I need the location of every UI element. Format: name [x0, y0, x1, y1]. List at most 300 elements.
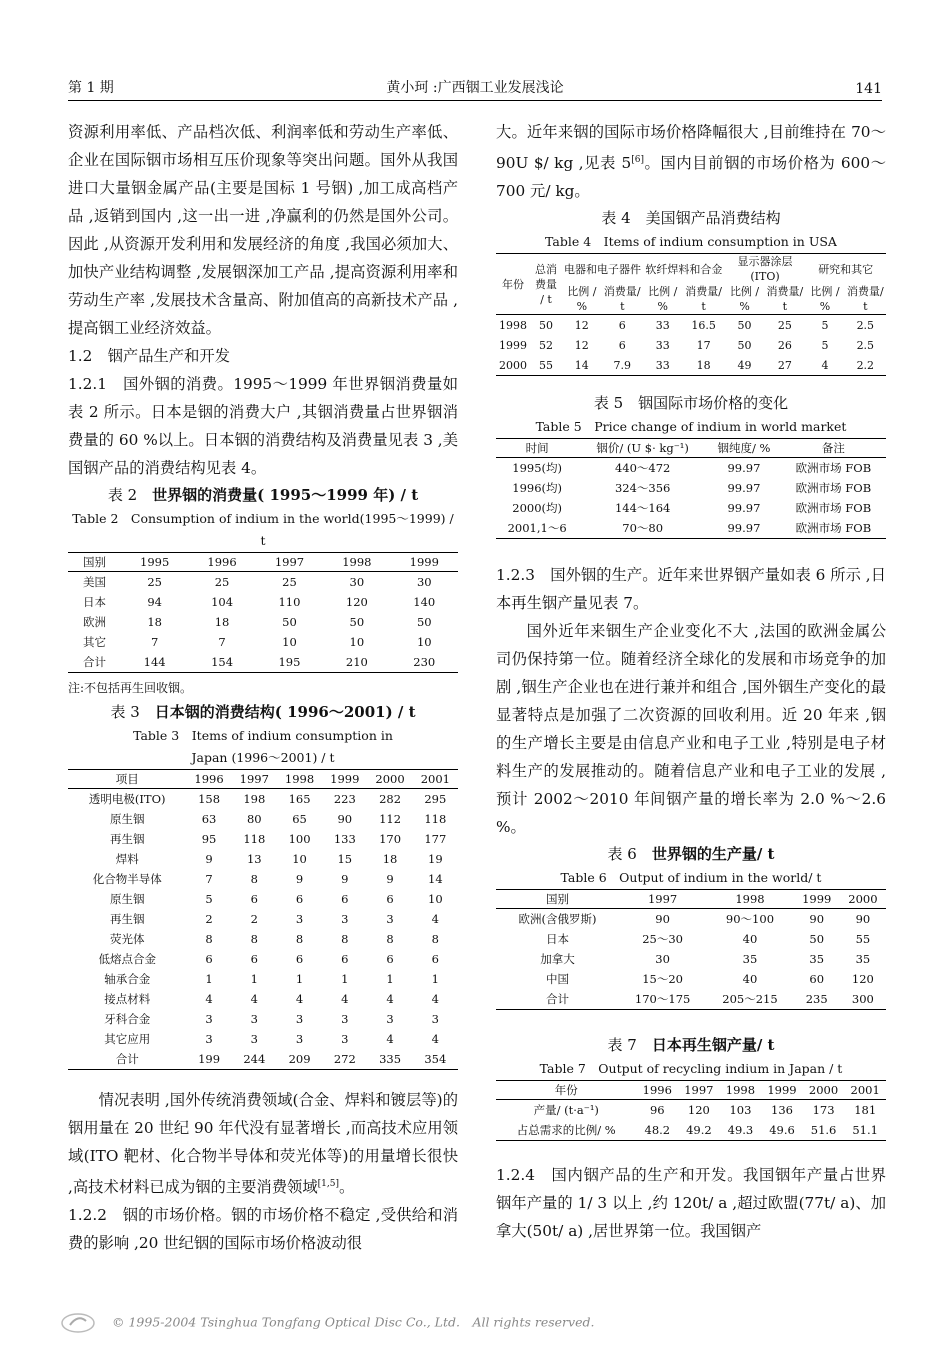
- sub-header: 比例 / %: [562, 284, 602, 315]
- table-caption: 表 4 美国铟产品消费结构: [601, 209, 781, 228]
- paragraph: 资源利用率低、产品档次低、利润率低和劳动生产率低、企业在国际铟市场相互压价现象等突出问题。国外从我国进口大量铟金属产品(主要是国标 1 号铟) ,加工成高档产品 ,返销到国内 ,这一出一进 ,净赢利的仍然是国外公司。因此 ,从资源开发利用和发展经济的角度 ,我国必须加大、加快产业结构调整 ,发展铟深加工产品 ,提高资源利用率和劳动生产率 ,发展技术含量高、附加值高的高新技术产品 ,提高铟工业经济效益。: [68, 123, 458, 337]
- table-cell: 6: [250, 892, 258, 906]
- table-cell: 10: [282, 635, 297, 649]
- table-row: [496, 518, 886, 539]
- table-caption-en: Table 3 Items of indium consumption in: [133, 728, 393, 743]
- table-cell: 6: [295, 952, 304, 966]
- table-cell: 55: [855, 932, 871, 947]
- group-header: 软纤焊料和合金: [645, 262, 723, 276]
- table-cell: 3: [431, 1012, 439, 1026]
- table-cell: 欧洲市场 FOB: [795, 481, 872, 496]
- table-cell: 50: [416, 615, 432, 629]
- table-cell: 244: [243, 1052, 266, 1066]
- table-cell: 110: [278, 595, 301, 609]
- table-cell: 30: [349, 575, 365, 589]
- sub-header: 消费量/ t: [845, 284, 886, 315]
- table-cell: 3: [250, 1012, 258, 1026]
- table-cell: 354: [424, 1052, 447, 1066]
- table-cell: 1: [431, 972, 439, 986]
- table-cell: 4: [386, 1032, 394, 1046]
- table-cell: 133: [333, 832, 356, 846]
- table-cell: 欧洲(含俄罗斯): [518, 912, 597, 927]
- col-header: 2000: [803, 1081, 845, 1100]
- table-row: [496, 478, 886, 498]
- table-cell: 再生铟: [109, 832, 145, 846]
- table-cell: 295: [424, 792, 447, 806]
- header-row: [68, 553, 458, 572]
- col-header: 1996: [637, 1081, 679, 1100]
- table-cell: 1998: [499, 318, 527, 332]
- table-caption-en: Japan (1996～2001) / t: [191, 750, 335, 765]
- table-cell: 52: [539, 338, 553, 352]
- col-header: 铟纯度/ %: [707, 439, 781, 458]
- table-cell: 10: [292, 852, 307, 866]
- table-cell: 205～215: [722, 992, 778, 1007]
- table-cell: 49.2: [686, 1123, 712, 1138]
- table-cell: 6: [386, 892, 394, 906]
- table-row: [68, 632, 458, 652]
- table-cell: 40: [742, 972, 758, 987]
- header-row: [496, 890, 886, 909]
- table-cell: 1: [341, 972, 349, 986]
- sub-header: 比例 / %: [725, 284, 765, 315]
- table-cell: 230: [413, 655, 436, 669]
- col-header: 1999: [391, 553, 458, 572]
- table-cell: 6: [341, 892, 349, 906]
- table-cell: 17: [696, 338, 711, 352]
- group-header: 电器和电子器件: [563, 262, 641, 276]
- col-header: 2000: [367, 770, 412, 789]
- right-column: [496, 118, 886, 1245]
- table-cell: 合计: [82, 655, 106, 669]
- table-row: [68, 652, 458, 673]
- table-cell: 90: [855, 912, 871, 927]
- paragraph: 大。近年来铟的国际市场价格降幅很大 ,目前维持在 70～90U $/ kg ,见表 5[6]。国内目前铟的市场价格为 600～700 元/ kg。: [496, 123, 886, 201]
- table-cell: 282: [379, 792, 402, 806]
- table-cell: 8: [250, 932, 258, 946]
- table-cell: 51.1: [852, 1123, 878, 1138]
- table-cell: 2.2: [856, 358, 875, 372]
- sub-header: 消费量/ t: [602, 284, 643, 315]
- paragraph: 国外近年来铟生产企业变化不大 ,法国的欧洲金属公司仍保持第一位。随着经济全球化的发展和市场竞争的加剧 ,铟生产企业也在进行兼并和组合 ,国外铟生产变化的最显著特点是加强了二次资源的回收利用。近 20 年来 ,铟的生产增长主要是由信息产业和电子工业 ,特别是电子材料生产的发展推动的。随着信息产业和电子工业的发展 ,预计 2002～2010 年间铟产量的增长率为 2.0 %～2.6 %。: [496, 622, 886, 837]
- table-cell: 日本: [545, 932, 569, 947]
- table-cell: 6: [618, 338, 626, 352]
- table-cell: 80: [246, 812, 262, 826]
- table-cell: 1: [386, 972, 394, 986]
- table-caption: 表 7 日本再生铟产量/ t: [607, 1036, 775, 1055]
- table-row: [496, 989, 886, 1010]
- table-cell: 65: [292, 812, 307, 826]
- table-row: [496, 498, 886, 518]
- table-cell: 136: [771, 1103, 793, 1118]
- page-number: 141: [855, 81, 882, 97]
- table-row: [68, 909, 458, 929]
- table-cell: 2: [250, 912, 258, 926]
- table-caption: 表 5 铟国际市场价格的变化: [593, 394, 789, 413]
- table-row: [68, 809, 458, 829]
- header-row: [496, 439, 886, 458]
- table-cell: 99.97: [727, 481, 761, 496]
- table-cell: 欧洲: [82, 615, 106, 629]
- table-cell: 6: [250, 952, 258, 966]
- table-cell: 100: [288, 832, 311, 846]
- header-row: [68, 770, 458, 789]
- col-header: 备注: [781, 439, 886, 458]
- table-cell: 50: [737, 318, 752, 332]
- table-cell: 158: [198, 792, 221, 806]
- table-cell: 接点材料: [104, 992, 151, 1006]
- table-cell: 144: [143, 655, 166, 669]
- table-row: [68, 969, 458, 989]
- table-cell: 170～175: [634, 992, 691, 1007]
- table-cell: 90: [337, 812, 353, 826]
- table-cell: 7: [218, 635, 226, 649]
- table-cell: 1995(均): [512, 461, 562, 476]
- table-cell: 2: [205, 912, 213, 926]
- table-cell: 3: [295, 912, 304, 926]
- col-header: 1996: [186, 770, 231, 789]
- table-row: [496, 458, 886, 479]
- col-header: 国别: [68, 553, 121, 572]
- table-cell: 加拿大: [540, 952, 575, 967]
- table-caption-en: Table 5 Price change of indium in world market: [535, 419, 847, 435]
- table-cell: 440～472: [614, 461, 671, 476]
- table-row: [496, 949, 886, 969]
- table-cell: 4: [821, 358, 829, 372]
- table-cell: 177: [424, 832, 447, 846]
- table-row: [496, 1100, 886, 1121]
- table-row: [496, 1120, 886, 1141]
- col-header: 1997: [232, 770, 277, 789]
- table-cell: 19: [428, 852, 443, 866]
- table-cell: 12: [574, 338, 589, 352]
- table-row: [496, 909, 886, 930]
- table-cell: 25: [777, 318, 792, 332]
- table-cell: 8: [341, 932, 349, 946]
- col-header: 2000: [840, 890, 886, 909]
- table-5: [496, 438, 886, 539]
- table-cell: 33: [655, 358, 670, 372]
- table-row: [68, 889, 458, 909]
- col-header: 年份: [496, 1081, 637, 1100]
- running-header: [68, 78, 882, 101]
- table-cell: 欧洲市场 FOB: [795, 501, 872, 516]
- table-cell: 2001,1～6: [507, 521, 567, 536]
- table-cell: 再生铟: [109, 912, 145, 926]
- table-cell: 70～80: [622, 521, 664, 536]
- running-title: 黄小珂 :广西铟工业发展浅论: [386, 80, 564, 96]
- table-cell: 165: [288, 792, 311, 806]
- table-cell: 6: [431, 952, 439, 966]
- section-heading: 1.2 铟产品生产和开发: [68, 347, 230, 365]
- table-cell: 144～164: [614, 501, 671, 516]
- table-cell: 美国: [82, 575, 106, 589]
- table-cell: 7: [205, 872, 213, 886]
- header-row: [496, 1081, 886, 1100]
- table-cell: 154: [211, 655, 234, 669]
- sub-header: 消费量/ t: [683, 284, 725, 315]
- table-cell: 55: [539, 358, 553, 372]
- col-header: 1999: [322, 770, 367, 789]
- table-6: [496, 889, 886, 1010]
- table-cell: 4: [431, 1032, 439, 1046]
- table-cell: 4: [250, 992, 258, 1006]
- table-cell: 14: [574, 358, 589, 372]
- col-header: 1998: [323, 553, 390, 572]
- table-cell: 6: [386, 952, 394, 966]
- table-cell: 9: [205, 852, 213, 866]
- table-cell: 181: [854, 1103, 877, 1118]
- issue-label: 第 1 期: [68, 80, 114, 96]
- table-cell: 5: [205, 892, 213, 906]
- table-cell: 90: [809, 912, 825, 927]
- table-caption-en: Table 6 Output of indium in the world/ t: [560, 870, 822, 886]
- col-header: 1997: [619, 890, 706, 909]
- table-cell: 中国: [545, 972, 569, 987]
- col-header: 项目: [68, 770, 186, 789]
- table-cell: 90: [655, 912, 670, 927]
- table-cell: 35: [809, 952, 825, 967]
- table-cell: 牙科合金: [104, 1012, 151, 1026]
- table-cell: 210: [345, 655, 368, 669]
- table-cell: 199: [198, 1052, 221, 1066]
- table-cell: 合计: [545, 992, 569, 1007]
- table-note: 注:不包括再生回收铟。: [68, 681, 193, 695]
- table-cell: 173: [812, 1103, 835, 1118]
- col-header: 1999: [794, 890, 840, 909]
- table-row: [496, 929, 886, 949]
- table-caption-en: Table 4 Items of indium consumption in USA: [545, 234, 837, 250]
- table-cell: 产量/ (t·a⁻¹): [533, 1103, 599, 1118]
- table-cell: 欧洲市场 FOB: [795, 521, 872, 536]
- table-cell: 25: [282, 575, 297, 589]
- table-cell: 120: [687, 1103, 710, 1118]
- table-cell: 6: [205, 952, 213, 966]
- table-cell: 27: [777, 358, 792, 372]
- col-header: 铟价/ (U $· kg⁻¹): [578, 439, 707, 458]
- table-cell: 50: [737, 338, 752, 352]
- table-row: [68, 1029, 458, 1049]
- col-header: 1996: [188, 553, 255, 572]
- table-cell: 13: [246, 852, 262, 866]
- table-cell: 33: [655, 338, 670, 352]
- sub-header: 比例 / %: [805, 284, 844, 315]
- col-header: 2001: [413, 770, 458, 789]
- table-cell: 112: [379, 812, 402, 826]
- table-caption-en: Table 7 Output of recycling indium in Japan / t: [539, 1061, 843, 1077]
- table-cell: 8: [205, 932, 213, 946]
- table-cell: 3: [341, 1032, 349, 1046]
- table-row: [68, 829, 458, 849]
- col-header: 1998: [277, 770, 322, 789]
- paragraph: 1.2.1 国外铟的消费。1995～1999 年世界铟消费量如表 2 所示。日本是铟的消费大户 ,其铟消费量占世界铟消费量的 60 %以上。日本铟的消费结构及消费量见表 3 ,美国铟产品的消费结构见表 4。: [68, 375, 458, 477]
- col-header: 1997: [256, 553, 323, 572]
- table-cell: 35: [742, 952, 758, 967]
- table-row: [68, 592, 458, 612]
- table-cell: 94: [147, 595, 162, 609]
- table-cell: 3: [205, 1012, 213, 1026]
- table-cell: 33: [655, 318, 670, 332]
- paragraph: 情况表明 ,国外传统消费领域(合金、焊料和镀层等)的铟用量在 20 世纪 90 年代没有显著增长 ,而高技术应用领域(ITO 靶材、化合物半导体和荧光体等)的用量增长很快 ,高技术材料已成为铟的主要消费领域[1,5]。: [68, 1091, 458, 1197]
- table-cell: 96: [649, 1103, 665, 1118]
- table-cell: 49.6: [769, 1123, 795, 1138]
- group-header: 研究和其它: [818, 262, 874, 276]
- table-cell: 140: [413, 595, 436, 609]
- table-cell: 50: [349, 615, 365, 629]
- publisher-logo-icon: [60, 1312, 96, 1334]
- table-row: [68, 929, 458, 949]
- table-cell: 合计: [115, 1052, 139, 1066]
- table-cell: 8: [295, 932, 304, 946]
- table-cell: 透明电极(ITO): [88, 792, 166, 806]
- table-cell: 1: [205, 972, 213, 986]
- table-row: [496, 335, 886, 355]
- table-cell: 18: [147, 615, 162, 629]
- table-cell: 3: [386, 1012, 394, 1026]
- table-cell: 120: [851, 972, 874, 987]
- col-header: 国别: [496, 890, 619, 909]
- table-cell: 6: [341, 952, 349, 966]
- table-cell: 4: [205, 992, 213, 1006]
- table-cell: 4: [431, 992, 439, 1006]
- table-cell: 低熔点合金: [98, 952, 156, 966]
- table-cell: 15～20: [642, 972, 684, 987]
- table-cell: 1: [250, 972, 258, 986]
- table-cell: 16.5: [691, 318, 716, 332]
- table-cell: 14: [428, 872, 443, 886]
- table-cell: 25～30: [642, 932, 684, 947]
- table-cell: 焊料: [115, 852, 139, 866]
- table-cell: 198: [243, 792, 266, 806]
- table-row: [68, 572, 458, 593]
- left-column: [68, 118, 458, 1257]
- table-cell: 12: [574, 318, 589, 332]
- table-4: [496, 253, 886, 376]
- table-cell: 8: [431, 932, 439, 946]
- col-header: 1998: [720, 1081, 762, 1100]
- table-cell: 335: [379, 1052, 402, 1066]
- col-header: 1997: [678, 1081, 720, 1100]
- table-cell: 2000: [499, 358, 527, 372]
- table-cell: 原生铟: [109, 892, 145, 906]
- table-cell: 8: [386, 932, 394, 946]
- table-cell: 8: [250, 872, 258, 886]
- table-row: [496, 355, 886, 376]
- table-cell: 2.5: [856, 338, 875, 352]
- table-row: [496, 969, 886, 989]
- table-cell: 18: [382, 852, 398, 866]
- table-cell: 60: [809, 972, 825, 987]
- table-cell: 3: [341, 1012, 349, 1026]
- table-cell: 50: [282, 615, 297, 629]
- table-cell: 1999: [499, 338, 527, 352]
- table-row: [68, 612, 458, 632]
- table-cell: 18: [214, 615, 230, 629]
- col-header: 1999: [761, 1081, 803, 1100]
- table-cell: 10: [349, 635, 365, 649]
- table-caption: 表 2 世界铟的消费量( 1995～1999 年) / t: [107, 486, 419, 504]
- table-cell: 40: [742, 932, 758, 947]
- paragraph: 1.2.2 铟的市场价格。铟的市场价格不稳定 ,受供给和消费的影响 ,20 世纪铟的国际市场价格波动很: [68, 1206, 458, 1253]
- table-cell: 7: [150, 635, 159, 649]
- copyright-footer: © 1995-2004 Tsinghua Tongfang Optical Disc Co., Ltd. All rights reserved.: [60, 1312, 594, 1334]
- table-cell: 18: [696, 358, 711, 372]
- table-cell: 3: [250, 1032, 258, 1046]
- table-cell: 荧光体: [109, 932, 145, 946]
- table-cell: 3: [295, 1012, 304, 1026]
- paragraph: 1.2.4 国内铟产品的生产和开发。我国铟年产量占世界铟年产量的 1/ 3 以上 ,约 120t/ a ,超过欧盟(77t/ a)、加拿大(50t/ a) ,居世界第一位。我国铟产: [496, 1166, 886, 1241]
- table-cell: 209: [288, 1052, 311, 1066]
- table-cell: 300: [851, 992, 874, 1007]
- table-cell: 3: [386, 912, 394, 926]
- table-cell: 欧洲市场 FOB: [795, 461, 872, 476]
- table-row: [68, 989, 458, 1009]
- table-cell: 235: [805, 992, 828, 1007]
- table-cell: 50: [539, 318, 553, 332]
- table-cell: 3: [295, 1032, 304, 1046]
- group-header: 显示器涂层(ITO): [737, 255, 793, 284]
- table-cell: 50: [809, 932, 825, 947]
- table-row: [68, 1049, 458, 1070]
- table-row: [68, 1009, 458, 1029]
- table-cell: 6: [295, 892, 304, 906]
- table-cell: 99.97: [727, 501, 761, 516]
- table-cell: 2000(均): [512, 501, 562, 516]
- table-cell: 其它: [82, 635, 106, 649]
- table-cell: 95: [201, 832, 217, 846]
- col-header: 1998: [706, 890, 793, 909]
- table-cell: 51.6: [810, 1123, 837, 1138]
- table-cell: 195: [278, 655, 301, 669]
- table-cell: 9: [295, 872, 304, 886]
- table-cell: 118: [424, 812, 447, 826]
- table-cell: 占总需求的比例/ %: [516, 1123, 616, 1138]
- table-cell: 其它应用: [104, 1032, 151, 1046]
- table-row: [68, 789, 458, 810]
- table-cell: 99.97: [727, 521, 761, 536]
- table-row: [68, 949, 458, 969]
- table-cell: 5: [821, 338, 829, 352]
- col-header: 年份: [496, 254, 530, 315]
- table-cell: 6: [618, 318, 626, 332]
- table-cell: 4: [431, 912, 439, 926]
- table-row: [68, 869, 458, 889]
- table-cell: 原生铟: [109, 812, 145, 826]
- table-cell: 7.9: [613, 358, 632, 372]
- table-cell: 26: [777, 338, 792, 352]
- table-cell: 9: [341, 872, 349, 886]
- table-cell: 30: [655, 952, 670, 967]
- table-cell: 120: [345, 595, 368, 609]
- table-cell: 25: [214, 575, 230, 589]
- table-cell: 324～356: [614, 481, 671, 496]
- table-caption-en: Table 2 Consumption of indium in the world(1995～1999) / t: [72, 511, 454, 548]
- table-cell: 223: [333, 792, 356, 806]
- table-cell: 4: [295, 992, 304, 1006]
- table-cell: 3: [205, 1032, 213, 1046]
- table-cell: 10: [416, 635, 432, 649]
- table-cell: 1: [295, 972, 304, 986]
- table-cell: 99.97: [727, 461, 761, 476]
- table-cell: 4: [386, 992, 394, 1006]
- table-cell: 170: [379, 832, 402, 846]
- table-cell: 30: [416, 575, 432, 589]
- table-cell: 日本: [82, 595, 106, 609]
- table-cell: 90～100: [725, 912, 775, 927]
- table-3: [68, 769, 458, 1070]
- table-row: [496, 315, 886, 336]
- table-cell: 化合物半导体: [92, 872, 162, 886]
